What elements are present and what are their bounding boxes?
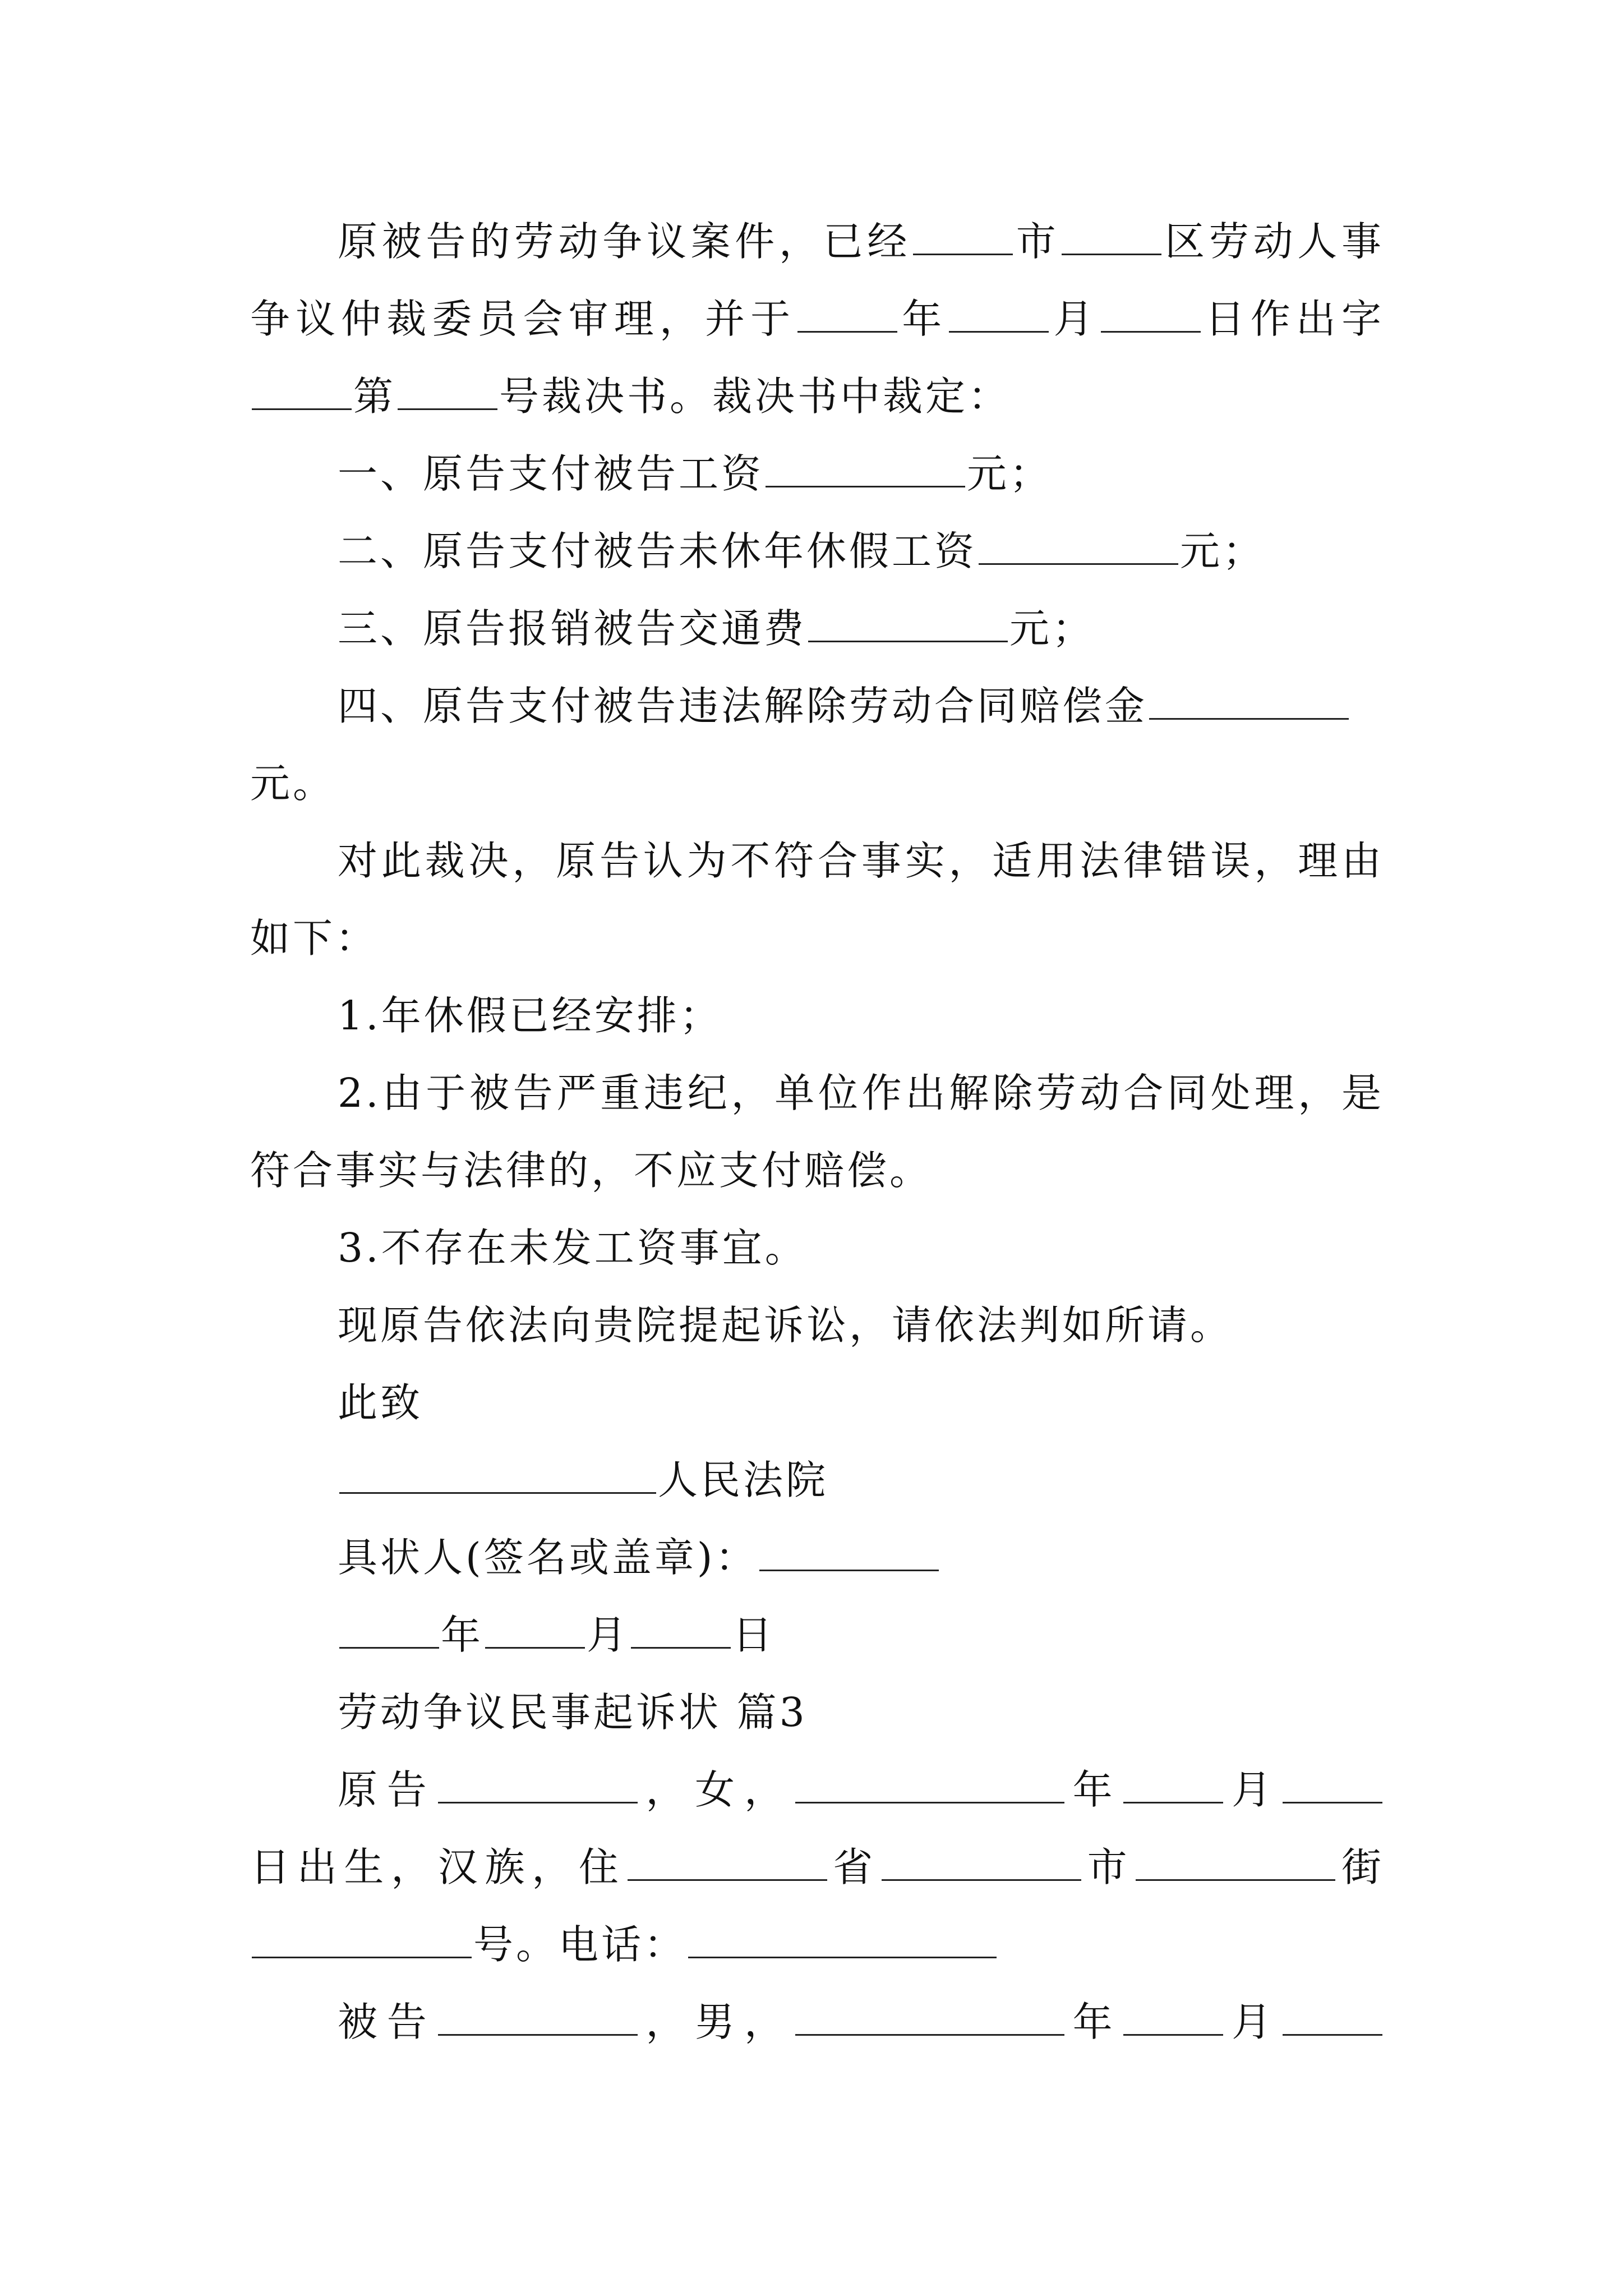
blank-field: [438, 1995, 638, 2036]
text-segment: 原告: [338, 1766, 436, 1813]
blank-field: [252, 1917, 472, 1958]
paragraph-case-intro-line3: [250, 369, 1384, 425]
blank-field: [1123, 1763, 1223, 1803]
signer-line: [338, 1530, 1384, 1586]
blank-field: [628, 1840, 827, 1881]
text-segment: 被告: [338, 1999, 436, 2045]
text-segment: 此致: [338, 1379, 423, 1426]
blank-field: [485, 1608, 585, 1649]
blank-field: [795, 1995, 1064, 2036]
blank-field: [979, 524, 1178, 565]
blank-field: [1149, 679, 1349, 720]
text-segment: 2.由于被告严重违纪，单位作出解除劳动合同处理，是: [338, 1070, 1384, 1116]
ruling-item-2: [338, 523, 1384, 579]
text-segment: 原被告的劳动争议案件，已经: [338, 218, 912, 265]
blank-field: [339, 1453, 656, 1494]
blank-field: [688, 1917, 997, 1958]
paragraph-case-intro-line1: [338, 214, 1384, 270]
text-segment: 市: [1082, 1844, 1135, 1890]
blank-field: [913, 214, 1013, 255]
salutation: [338, 1375, 1384, 1431]
text-segment: 元。: [250, 760, 336, 807]
text-segment: 月: [1050, 296, 1099, 342]
blank-field: [252, 369, 352, 410]
text-segment: 三、原告报销被告交通费: [338, 605, 807, 652]
text-segment: 元；: [1180, 528, 1266, 574]
blank-field: [759, 1530, 939, 1571]
text-segment: 具状人(签名或盖章)：: [338, 1534, 758, 1581]
blank-field: [1283, 1763, 1382, 1803]
blank-field: [339, 1608, 439, 1649]
text-segment: 四、原告支付被告违法解除劳动合同赔偿金: [338, 683, 1148, 729]
text-segment: 号裁决书。裁决书中裁定：: [499, 373, 1011, 420]
text-segment: 元；: [967, 450, 1053, 497]
text-segment: 一、原告支付被告工资: [338, 450, 764, 497]
text-segment: 如下：: [250, 915, 379, 961]
text-segment: ，男，: [639, 1999, 794, 2045]
blank-field: [398, 369, 497, 410]
blank-field: [1136, 1840, 1335, 1881]
blank-field: [797, 292, 897, 333]
text-segment: 月: [587, 1612, 630, 1658]
blank-field: [1101, 292, 1201, 333]
blank-field: [1123, 1995, 1223, 2036]
text-segment: 省: [828, 1844, 880, 1890]
reason-2-line2: [250, 1143, 1384, 1199]
text-segment: 月: [1225, 1766, 1281, 1813]
text-segment: 对此裁决，原告认为不符合事实，适用法律错误，理由: [338, 838, 1384, 884]
blank-field: [438, 1763, 638, 1803]
text-segment: 元；: [1009, 605, 1095, 652]
blank-field: [766, 447, 965, 487]
text-segment: 市: [1015, 218, 1061, 265]
plaintiff-line1: [338, 1762, 1384, 1818]
text-segment: 现原告依法向贵院提起诉讼，请依法判如所请。: [338, 1302, 1233, 1349]
blank-field: [949, 292, 1049, 333]
text-segment: 争议仲裁委员会审理，并于: [250, 296, 796, 342]
ruling-item-3: [338, 601, 1384, 657]
reason-1: [338, 988, 1384, 1044]
blank-field: [1062, 214, 1161, 255]
paragraph-objection-line1: [338, 833, 1384, 889]
plaintiff-line2: [250, 1839, 1384, 1895]
reason-2-line1: [338, 1065, 1384, 1121]
text-segment: 街: [1337, 1844, 1384, 1890]
text-segment: 年: [1066, 1999, 1122, 2045]
blank-field: [808, 601, 1008, 642]
ruling-item-4-line2: [250, 756, 1384, 812]
text-segment: 年: [1066, 1766, 1122, 1813]
defendant-line1: [338, 1994, 1384, 2050]
date-line: [338, 1607, 1384, 1663]
text-segment: 符合事实与法律的，不应支付赔偿。: [250, 1147, 933, 1194]
blank-field: [631, 1608, 731, 1649]
paragraph-request: [338, 1297, 1384, 1354]
text-segment: 月: [1225, 1999, 1281, 2045]
ruling-item-4-line1: [338, 678, 1384, 734]
reason-3: [338, 1220, 1384, 1276]
text-segment: 年: [441, 1612, 484, 1658]
section-title: [338, 1685, 1384, 1741]
ruling-item-1: [338, 446, 1384, 502]
paragraph-objection-line2: [250, 910, 1384, 967]
blank-field: [882, 1840, 1081, 1881]
plaintiff-line3: [250, 1917, 1384, 1973]
text-segment: 第: [353, 373, 396, 420]
blank-field: [1283, 1995, 1382, 2036]
text-segment: 号。电话：: [473, 1921, 687, 1968]
paragraph-case-intro-line2: [250, 291, 1384, 347]
court-line: [338, 1452, 1384, 1508]
text-segment: 区劳动人事: [1163, 218, 1384, 265]
text-segment: ，女，: [639, 1766, 794, 1813]
blank-field: [795, 1763, 1064, 1803]
text-segment: 日: [732, 1612, 776, 1658]
text-segment: 劳动争议民事起诉状 篇3: [338, 1689, 808, 1736]
text-segment: 日作出字: [1202, 296, 1384, 342]
text-segment: 人民法院: [658, 1457, 829, 1503]
text-segment: 年: [899, 296, 948, 342]
text-segment: 1.年休假已经安排；: [338, 992, 722, 1039]
text-segment: 3.不存在未发工资事宜。: [338, 1225, 808, 1271]
text-segment: 二、原告支付被告未休年休假工资: [338, 528, 978, 574]
text-segment: 日出生，汉族，住: [250, 1844, 626, 1890]
